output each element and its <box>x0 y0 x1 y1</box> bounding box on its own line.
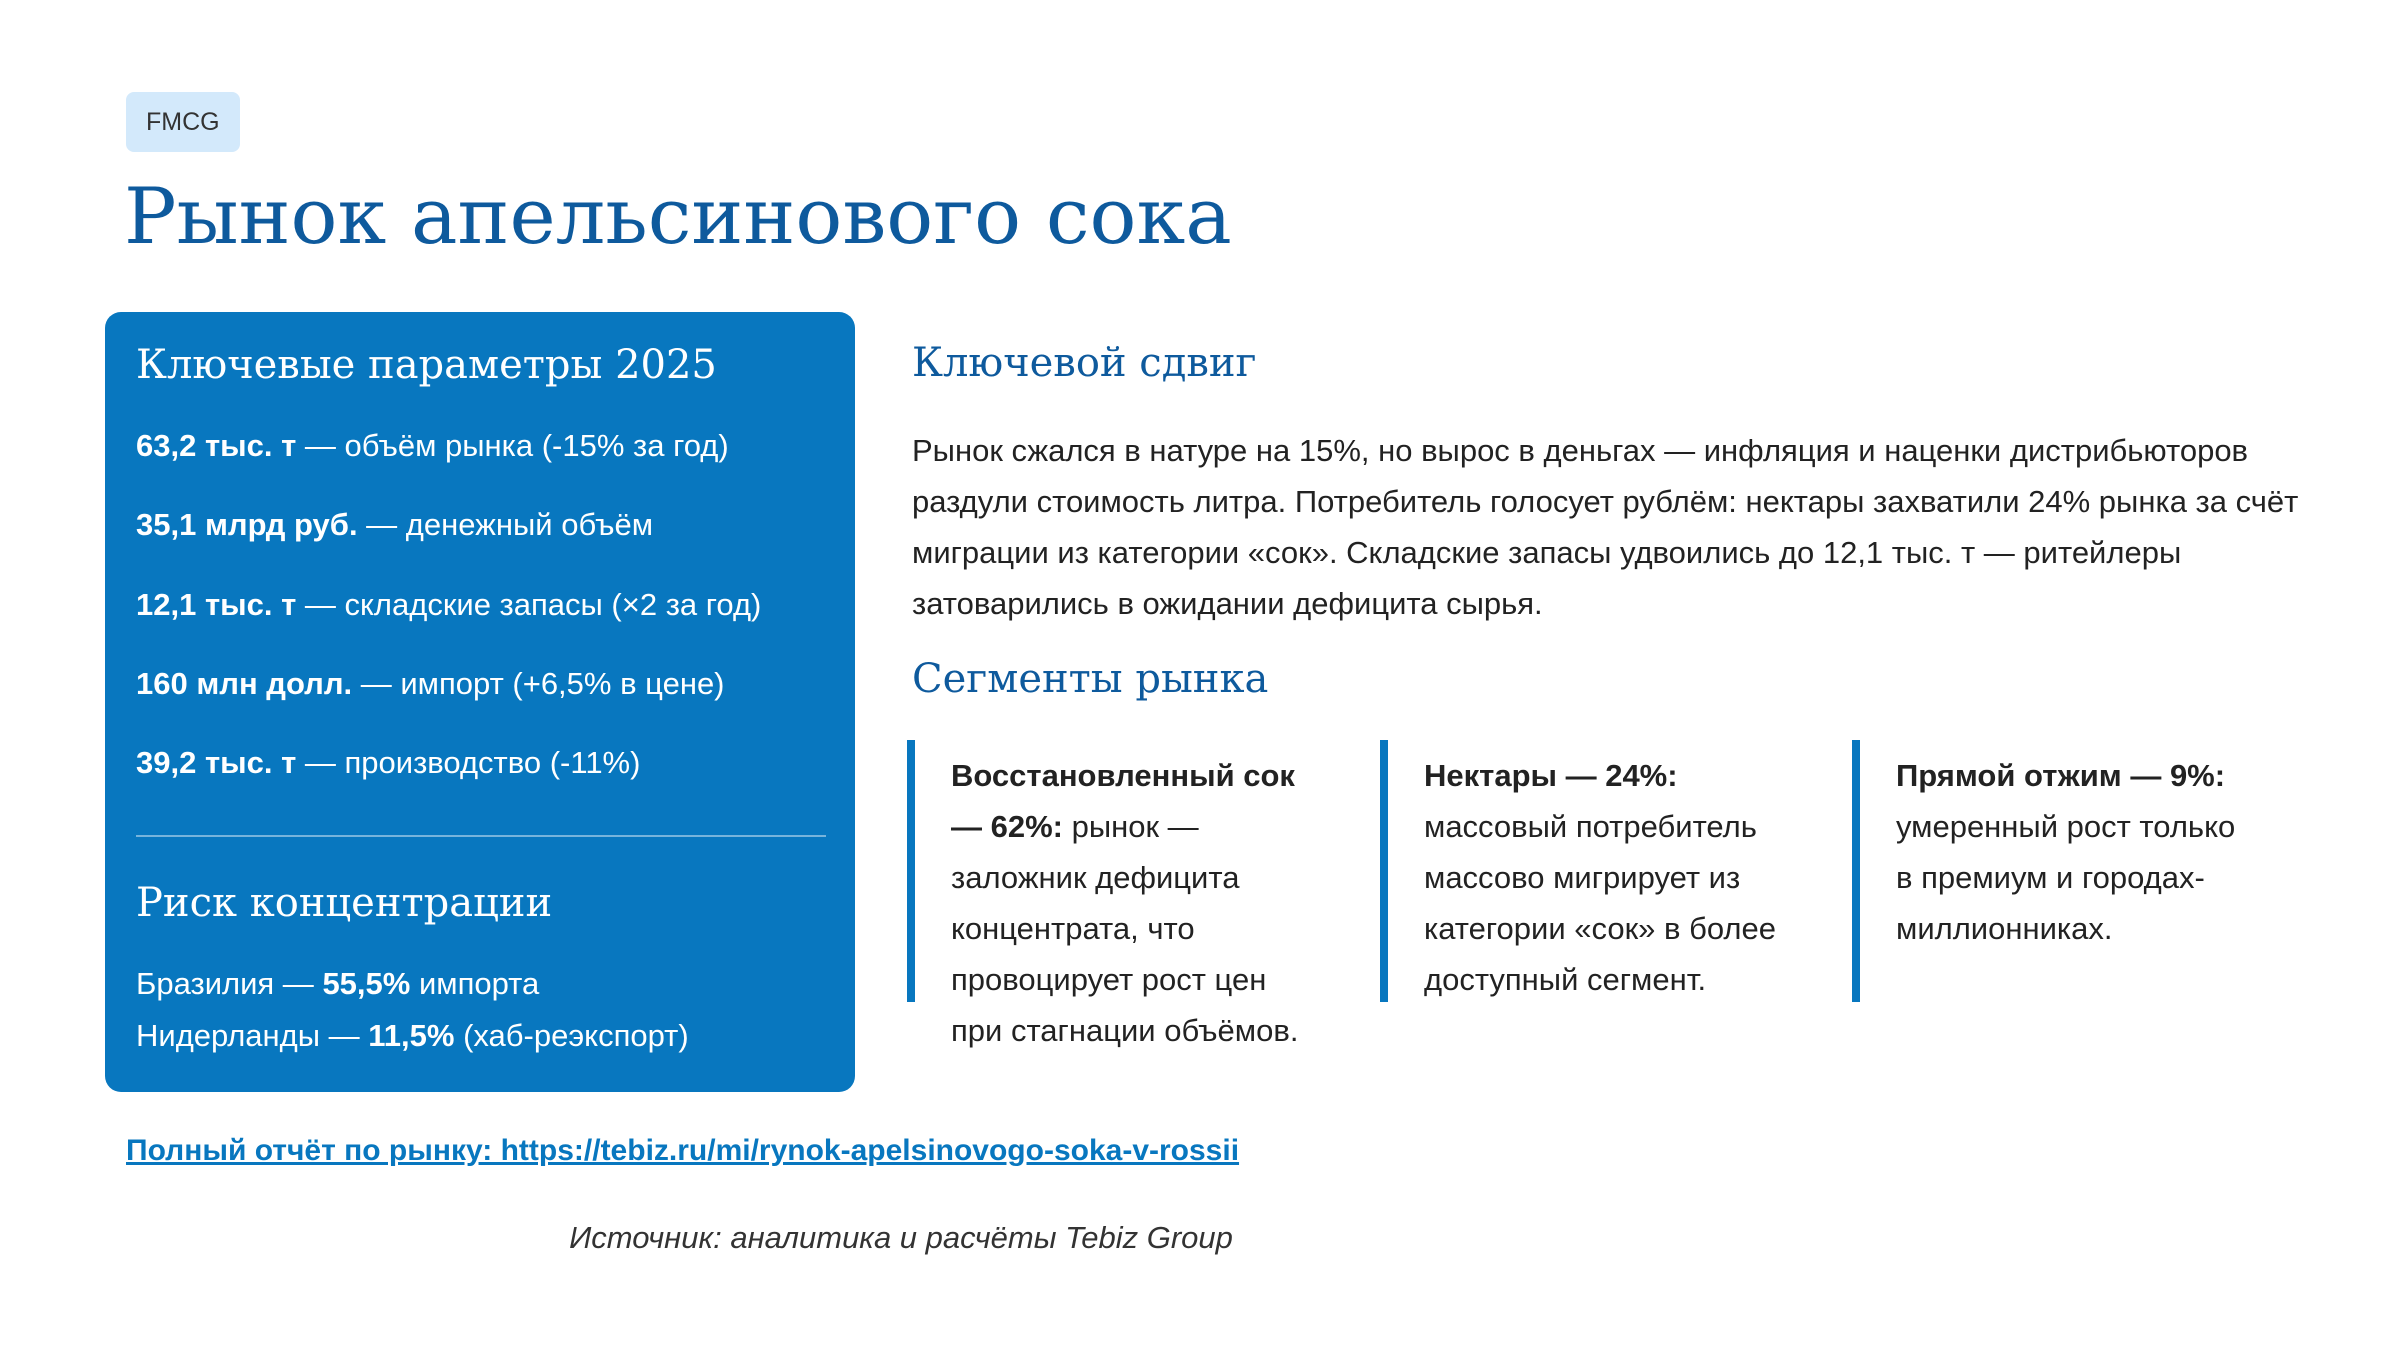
segments-heading: Сегменты рынка <box>912 656 1269 702</box>
param-money-volume <box>136 507 653 543</box>
country-label: Бразилия — <box>136 966 323 1001</box>
param-value: 35,1 млрд руб. <box>136 507 358 542</box>
page-title: Рынок апельсинового сока <box>124 172 1232 262</box>
category-tag: FMCG <box>126 92 240 152</box>
key-params-heading: Ключевые параметры 2025 <box>136 342 717 388</box>
segment-text: умеренный рост только в премиум и городах-миллионниках. <box>1896 809 2236 946</box>
key-shift-text: Рынок сжался в натуре на 15%, но вырос в деньгах — инфляция и наценки дистрибьюторов раздули стоимость литра. Потребитель голосует рублём: нектары захватили 24% рынка за счёт миграции из категории «сок». Складские запасы удвоились до 12,1 тыс. т — ритейлеры затоварились в ожидании дефицита сырья. <box>912 433 2299 621</box>
param-value: 160 млн долл. <box>136 666 353 701</box>
param-market-volume <box>136 428 729 464</box>
param-text: — денежный объём <box>357 507 654 542</box>
segment-text: массовый потребитель массово мигрирует из категории «сок» в более доступный сегмент. <box>1424 809 1776 997</box>
param-value: 63,2 тыс. т <box>136 428 297 463</box>
param-value: 12,1 тыс. т <box>136 587 297 622</box>
concentration-heading: Риск концентрации <box>136 880 553 926</box>
param-text: — складские запасы (×2 за год) <box>296 587 762 622</box>
segment-title: Прямой отжим — 9%: <box>1896 758 2226 793</box>
country-label: Нидерланды — <box>136 1018 369 1053</box>
param-text: — импорт (+6,5% в цене) <box>352 666 725 701</box>
share-text: импорта <box>410 966 540 1001</box>
param-text: — объём рынка (-15% за год) <box>296 428 729 463</box>
segment-title: Восстановленный сок — 62%: <box>951 758 1295 844</box>
concentration-brazil <box>136 966 539 1002</box>
param-production <box>136 745 640 781</box>
segment-direct-pressed <box>1852 740 2252 1002</box>
share-value: 55,5% <box>322 966 411 1001</box>
segment-reconstituted <box>907 740 1307 1048</box>
param-text: — производство (-11%) <box>296 745 641 780</box>
share-value: 11,5% <box>368 1018 455 1053</box>
param-import <box>136 666 725 702</box>
concentration-netherlands <box>136 1018 689 1054</box>
segment-nectars <box>1380 740 1780 1002</box>
param-value: 39,2 тыс. т <box>136 745 297 780</box>
param-stock <box>136 587 761 623</box>
key-params-card <box>105 312 855 1092</box>
share-text: (хаб-реэкспорт) <box>454 1018 689 1053</box>
card-divider <box>136 835 826 837</box>
source-note: Источник: аналитика и расчёты Tebiz Group <box>569 1220 1233 1255</box>
segment-title: Нектары — 24%: <box>1424 758 1678 793</box>
segment-text: рынок — заложник дефицита концентрата, что провоцирует рост цен при стагнации объёмов. <box>951 809 1299 1048</box>
key-shift-heading: Ключевой сдвиг <box>912 340 1257 386</box>
full-report-link[interactable]: Полный отчёт по рынку: https://tebiz.ru/mi/rynok-apelsinovogo-soka-v-rossii <box>126 1134 1240 1167</box>
